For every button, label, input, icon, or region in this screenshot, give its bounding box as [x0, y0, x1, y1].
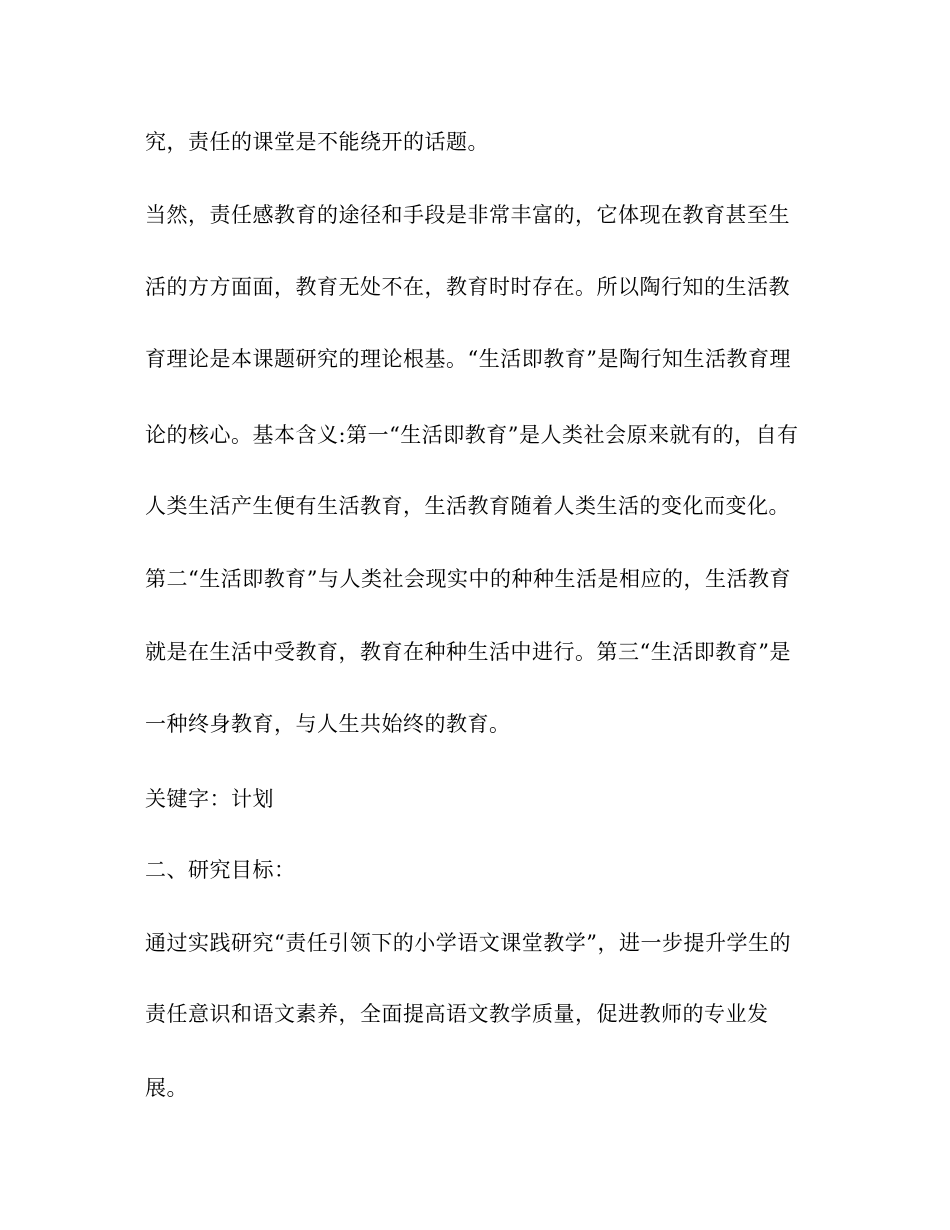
paragraph-line: 第二“生活即教育”与人类社会现实中的种种生活是相应的，生活教育: [145, 567, 791, 591]
paragraph-line: 活的方方面面，教育无处不在，教育时时存在。所以陶行知的生活教: [145, 275, 790, 299]
paragraph-line: 就是在生活中受教育，教育在种种生活中进行。第三“生活即教育”是: [145, 640, 791, 664]
paragraph-line: 当然，责任感教育的途径和手段是非常丰富的，它体现在教育甚至生: [145, 203, 790, 227]
paragraph-line: 究，责任的课堂是不能绕开的话题。: [145, 130, 489, 154]
paragraph-line: 一种终身教育，与人生共始终的教育。: [145, 712, 511, 736]
keywords-line: 关键字：计划: [145, 787, 274, 811]
paragraph-line: 育理论是本课题研究的理论根基。“生活即教育”是陶行知生活教育理: [145, 347, 791, 371]
paragraph-line: 论的核心。基本含义:第一“生活即教育”是人类社会原来就有的，自有: [145, 423, 799, 447]
section-heading: 二、研究目标：: [145, 858, 296, 882]
paragraph-line: 通过实践研究“责任引领下的小学语文课堂教学”，进一步提升学生的: [145, 931, 791, 955]
paragraph-line: 人类生活产生便有生活教育，生活教育随着人类生活的变化而变化。: [145, 494, 790, 518]
paragraph-line: 责任意识和语文素养，全面提高语文教学质量，促进教师的专业发: [145, 1002, 769, 1026]
paragraph-line: 展。: [145, 1076, 188, 1100]
